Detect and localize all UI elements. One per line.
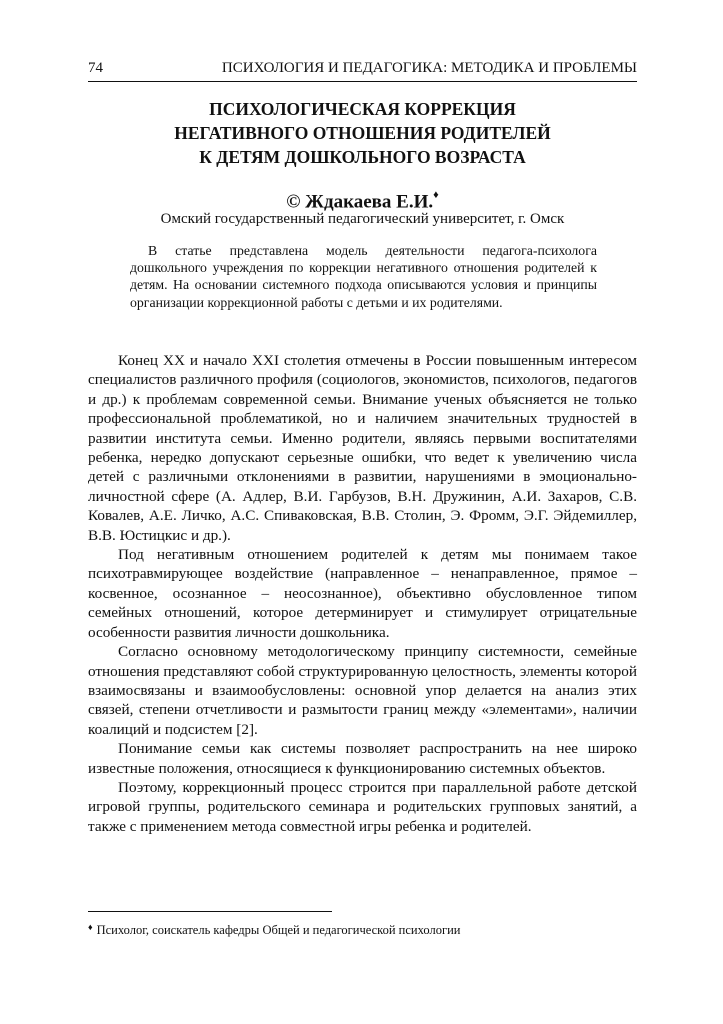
body-paragraph: Понимание семьи как системы позволяет распространить на нее широко известные положения, относящиеся к функционированию системных объектов. [88, 740, 637, 777]
body-paragraph: Согласно основному методологическому принципу системности, семейные отношения представляют собой структурированную целостность, элементы которой взаимосвязаны и взаимообусловлены: основной упор делается на анализ этих связей, степени отчетливости и размытости границ между «элементами», наличии коалиций и подсистем [2]. [88, 643, 637, 738]
author-footnote-mark: ♦ [433, 189, 439, 201]
footnote-divider [88, 911, 332, 912]
title-line: ПСИХОЛОГИЧЕСКАЯ КОРРЕКЦИЯ [209, 99, 516, 119]
running-header [88, 59, 637, 77]
article-title [88, 97, 637, 169]
article-body [88, 351, 637, 836]
article-abstract: В статье представлена модель деятельности педагога-психолога дошкольного учреждения по коррекции негативного отношения родителей к детям. На основании системного подхода описываются условия и принципы организации коррекционной работы с детьми и их родителями. [130, 243, 597, 310]
footnote [88, 923, 637, 939]
author-name: © Ждакаева Е.И. [286, 191, 434, 213]
body-paragraph: Под негативным отношением родителей к детям мы понимаем такое психотравмирующее воздействие (направленное – ненаправленное, прямое – косвенное, осознанное – неосознанное), объективно обусловленное типом семейных отношений, которое детерминирует и стимулирует отрицательные особенности развития личности дошкольника. [88, 546, 637, 641]
header-divider [88, 81, 637, 82]
title-line: К ДЕТЯМ ДОШКОЛЬНОГО ВОЗРАСТА [199, 147, 526, 167]
title-line: НЕГАТИВНОГО ОТНОШЕНИЯ РОДИТЕЛЕЙ [174, 123, 551, 143]
author-affiliation: Омский государственный педагогический университет, г. Омск [160, 211, 565, 227]
page-number: 74 [88, 60, 103, 76]
running-title: ПСИХОЛОГИЯ И ПЕДАГОГИКА: МЕТОДИКА И ПРОБЛЕМЫ [221, 60, 637, 76]
footnote-text: Психолог, соискатель кафедры Общей и педагогической психологии [96, 923, 461, 937]
footnote-mark: ♦ [88, 922, 93, 932]
body-paragraph: Конец XX и начало XXI столетия отмечены в России повышенным интересом специалистов различного профиля (социологов, экономистов, психологов, педагогов и др.) к проблемам современной семьи. Внимание ученых объясняется не только профессиональной проблематикой, но и наличием значительных трудностей в развитии института семьи. Именно родители, являясь первыми воспитателями ребенка, нередко допускают серьезные ошибки, что ведет к увеличению числа детей с различными отклонениями в развитии, нарушениями в эмоционально-личностной сфере (А. Адлер, В.И. Гарбузов, В.Н. Дружинин, А.И. Захаров, С.В. Ковалев, А.Е. Личко, А.С. Спиваковская, В.В. Столин, Э. Фромм, Э.Г. Эйдемиллер, В.В. Юстицкис и др.). [88, 352, 637, 544]
body-paragraph: Поэтому, коррекционный процесс строится при параллельной работе детской игровой группы, родительского семинара и родительских групповых занятий, а также с применением метода совместной игры ребенка и родителей. [88, 778, 637, 835]
